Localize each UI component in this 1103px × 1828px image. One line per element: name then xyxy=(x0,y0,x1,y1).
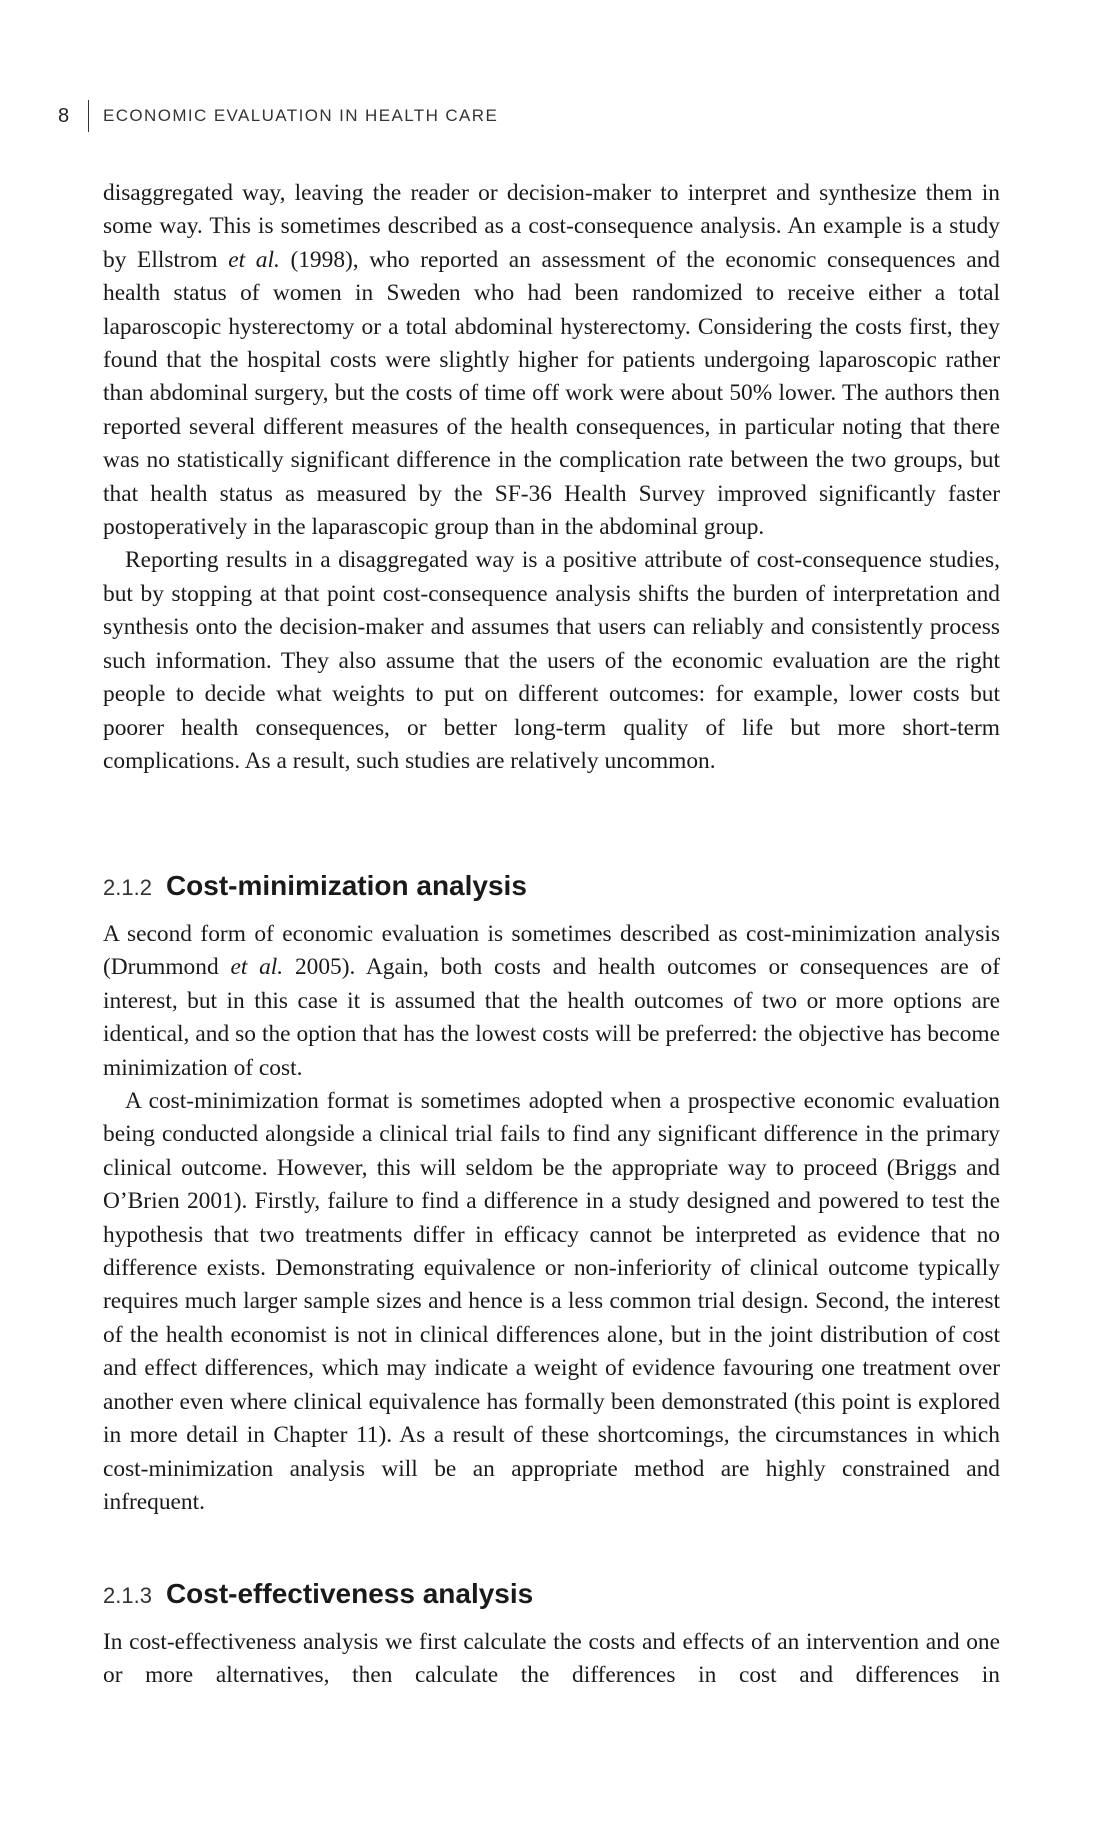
section-heading-cost-effectiveness xyxy=(103,1578,533,1610)
section-number: 2.1.2 xyxy=(103,875,152,900)
header-divider xyxy=(88,100,89,132)
section-heading-cost-minimization xyxy=(103,870,527,902)
paragraph-text: 2005). Again, both costs and health outcomes or consequences are of interest, but in this case it is assumed that the health outcomes of two or more options are identical, and so the option that has the lowest costs will be preferred: the objective has become minimization of cost. xyxy=(103,954,1000,1081)
section-title: Cost-minimization analysis xyxy=(165,870,527,901)
running-title: ECONOMIC EVALUATION IN HEALTH CARE xyxy=(103,106,499,125)
paragraph-text: (1998), who reported an assessment of the economic consequences and health status of women in Sweden who had been randomized to receive either a total laparoscopic hysterectomy or a total abdominal hysterectomy. Considering the costs first, they found that the hospital costs were slightly higher for patients undergoing laparoscopic rather than abdominal surgery, but the costs of time off work were about 50% lower. The authors then reported several different measures of the health consequences, in particular noting that there was no statistically significant difference in the complication rate between the two groups, but that health status as measured by the SF-36 Health Survey improved significantly faster postoperatively in the laparascopic group than in the abdominal group. xyxy=(103,246,1000,541)
paragraph-cost-consequence xyxy=(103,177,1000,544)
italic-citation: et al. xyxy=(228,246,280,273)
italic-citation: et al. xyxy=(230,954,284,981)
section-number: 2.1.3 xyxy=(103,1583,152,1608)
paragraph-cost-minimization-definition xyxy=(103,918,1000,1085)
paragraph-text: disaggregated way, leaving the reader or decision-maker to interpret and synthesize them in some way. This is sometimes described as a cost-consequence analysis. An example is a study by Ellstrom xyxy=(103,180,1000,273)
text-block-intro xyxy=(103,177,1000,778)
paragraph-cost-minimization-format: A cost-minimization format is sometimes adopted when a prospective economic evaluation being conducted alongside a clinical trial fails to find any significant difference in the primary clinical outcome. However, this will seldom be the appropriate way to proceed (Briggs and O’Brien 2001). Firstly, failure to find a difference in a study designed and powered to test the hypothesis that two treatments differ in efficacy cannot be interpreted as evidence that no difference exists. Demonstrating equivalence or non-inferiority of clinical outcome typically requires much larger sample sizes and hence is a less common trial design. Second, the interest of the health economist is not in clinical differences alone, but in the joint distribution of cost and effect differences, which may indicate a weight of evidence favouring one treatment over another even where clinical equivalence has formally been demonstrated (this point is explored in more detail in Chapter 11). As a result of these shortcomings, the circumstances in which cost-minimization analysis will be an appropriate method are highly constrained and infrequent. xyxy=(103,1088,1000,1515)
paragraph-cost-effectiveness: In cost-effectiveness analysis we first calculate the costs and effects of an intervention and one or more alternatives, then calculate the differences in cost and differences in xyxy=(103,1629,1000,1689)
paragraph-text: A second form of economic evaluation is sometimes described as cost-minimization analysis (Drummond xyxy=(103,921,1000,981)
paragraph-disaggregated-results: Reporting results in a disaggregated way is a positive attribute of cost-consequence studies, but by stopping at that point cost-consequence analysis shifts the burden of interpretation and synthesis onto the decision-maker and assumes that users can reliably and consistently process such information. They also assume that the users of the economic evaluation are the right people to decide what weights to put on different outcomes: for example, lower costs but poorer health consequences, or better long-term quality of life but more short-term complications. As a result, such studies are relatively uncommon. xyxy=(103,547,1000,774)
page-number: 8 xyxy=(58,104,70,127)
text-block-cost-effectiveness xyxy=(103,1626,1000,1693)
running-header xyxy=(58,98,498,134)
text-block-cost-minimization xyxy=(103,918,1000,1519)
section-title: Cost-effectiveness analysis xyxy=(165,1578,534,1609)
